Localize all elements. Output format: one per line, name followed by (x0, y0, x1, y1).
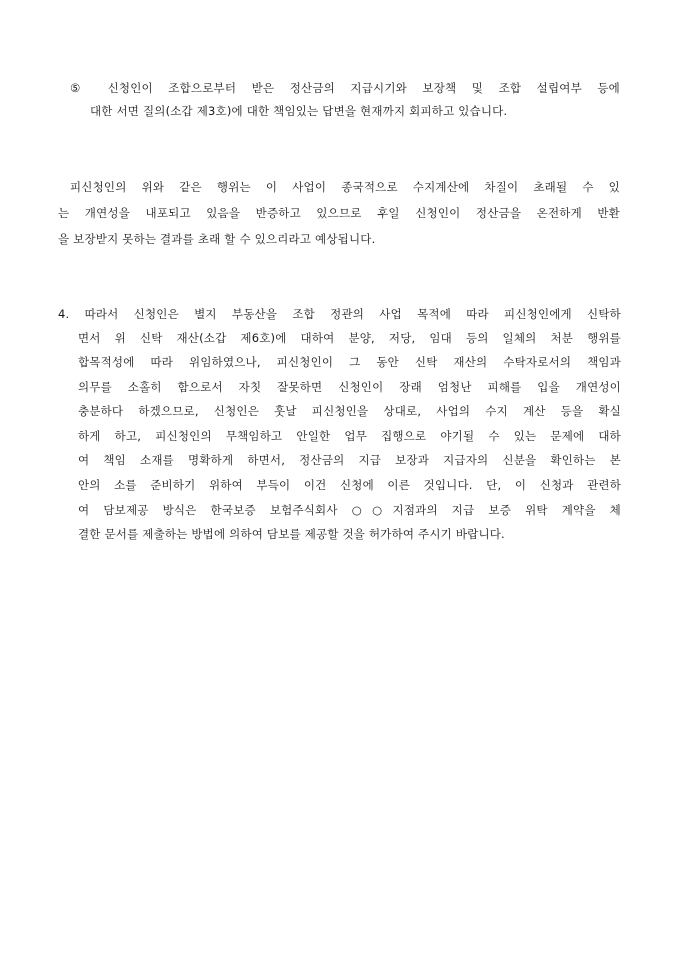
section4-line-10: 결한 문서를 제출하는 방법에 의하여 담보를 제공할 것을 허가하여 주시기 바랍니다. (78, 527, 505, 541)
section4-line-1: 4. 따라서 신청인은 별지 부동산을 조합 정관의 사업 목적에 따라 피신청인에게 신탁하 (58, 307, 621, 321)
item5-line-1: ⑤ 신청인이 조합으로부터 받은 정산금의 지급시기와 보장책 및 조합 설립여부 등에 (70, 81, 620, 95)
section4-line-6: 하게 하고, 피신청인의 무책임하고 안일한 업무 집행으로 야기될 수 있는 문제에 대하 (78, 429, 621, 443)
section4-line-9: 여 담보제공 방식은 한국보증 보험주식회사 ○○지점과의 지급 보증 위탁 계약을 체 (78, 503, 621, 517)
section4-line-7: 여 책임 소재를 명확하게 하면서, 정산금의 지급 보장과 지급자의 신분을 확인하는 본 (78, 453, 621, 467)
section4-line-5: 충분하다 하겠으므로, 신청인은 훗날 피신청인을 상대로, 사업의 수지 계산 등을 확실 (78, 404, 621, 418)
section4-line-4: 의무를 소홀히 함으로서 자칫 잘못하면 신청인이 장래 엄청난 피해를 입을 개연성이 (78, 380, 621, 394)
summary-line-1: 피신청인의 위와 같은 행위는 이 사업이 종국적으로 수지계산에 차질이 초래될 수 있 (70, 180, 620, 194)
summary-line-3: 을 보장받지 못하는 결과를 초래 할 수 있으리라고 예상됩니다. (58, 232, 376, 246)
summary-line-2: 는 개연성을 내포되고 있음을 반증하고 있으므로 후일 신청인이 정산금을 온전하게 반환 (58, 206, 620, 220)
section4-line-3: 합목적성에 따라 위임하였으나, 피신청인이 그 동안 신탁 재산의 수탁자로서의 책임과 (78, 355, 621, 369)
section4-line-8: 안의 소를 준비하기 위하여 부득이 이건 신청에 이른 것입니다. 단, 이 신청과 관련하 (78, 478, 621, 492)
section4-line-2: 면서 위 신탁 재산(소갑 제6호)에 대하여 분양, 저당, 임대 등의 일체의 처분 행위를 (78, 331, 621, 345)
item5-line-2: 대한 서면 질의(소갑 제3호)에 대한 책임있는 답변을 현재까지 회피하고 있습니다. (90, 104, 508, 118)
